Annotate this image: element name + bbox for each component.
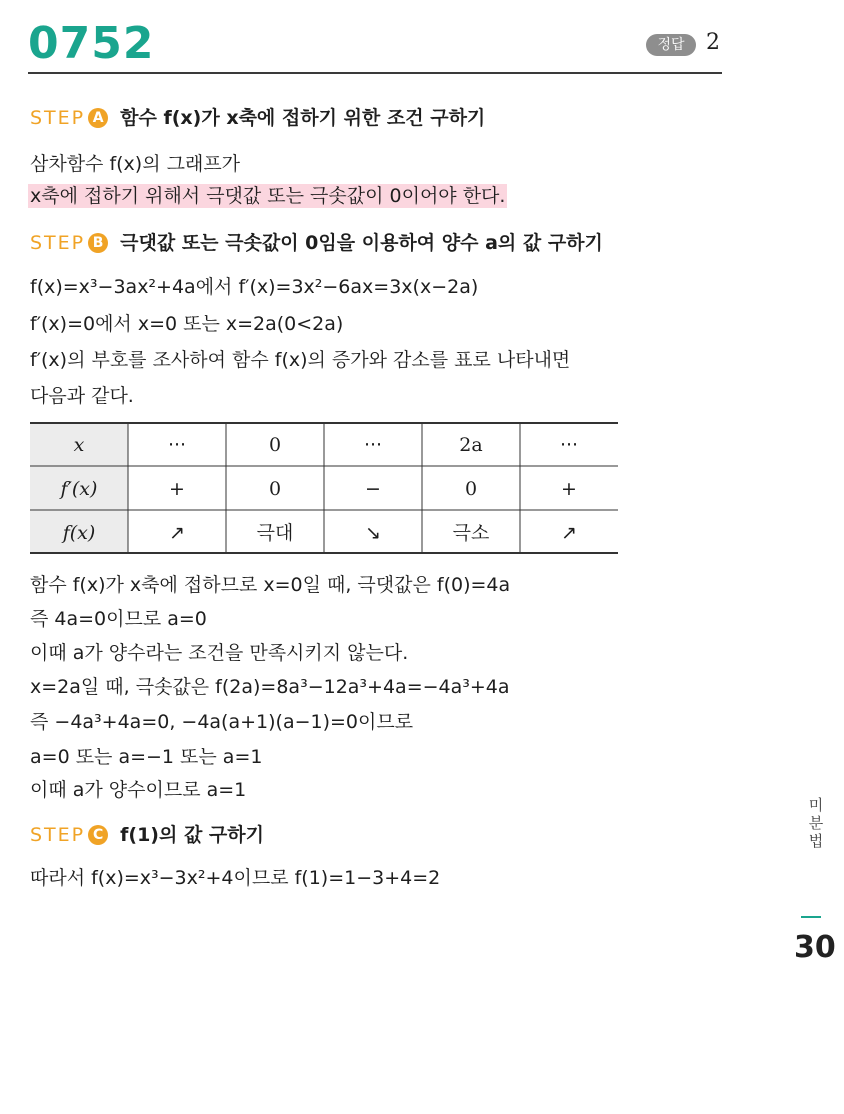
table-cell-r0-c5: ··· xyxy=(559,434,579,456)
step-a-badge: A xyxy=(88,108,108,128)
chapter-side-tab: 미분법 xyxy=(808,796,824,850)
page-number: 30 xyxy=(794,930,836,965)
step-a-title: 함수 f(x)가 x축에 접하기 위한 조건 구하기 xyxy=(120,107,486,129)
step-b-line-10: a=0 또는 a=−1 또는 a=1 xyxy=(30,746,263,768)
answer-badge: 정답 xyxy=(646,34,696,56)
step-b-line-11: 이때 a가 양수이므로 a=1 xyxy=(30,779,247,801)
step-c-line-1: 따라서 f(x)=x³−3x²+4이므로 f(1)=1−3+4=2 xyxy=(30,867,441,889)
step-label: STEP xyxy=(30,107,86,129)
step-b-title: 극댓값 또는 극솟값이 0임을 이용하여 양수 a의 값 구하기 xyxy=(120,232,603,254)
table-cell-r0-c2: 0 xyxy=(268,434,282,456)
step-c-heading xyxy=(30,820,264,847)
table-cell-r2-c2: 극대 xyxy=(256,522,294,544)
step-b-badge: B xyxy=(88,233,108,253)
table-cell-r1-c1: + xyxy=(169,478,185,500)
step-b-line-5: 함수 f(x)가 x축에 접하므로 x=0일 때, 극댓값은 f(0)=4a xyxy=(30,574,511,596)
problem-number: 0752 xyxy=(28,18,155,69)
highlighted-condition: x축에 접하기 위해서 극댓값 또는 극솟값이 0이어야 한다. xyxy=(30,185,506,207)
step-b-line-2: f′(x)=0에서 x=0 또는 x=2a(0<2a) xyxy=(30,313,344,335)
step-a-line-1: 삼차함수 f(x)의 그래프가 xyxy=(30,153,241,175)
table-cell-r1-c0: f′(x) xyxy=(60,478,98,500)
table-cell-r2-c1: ↗ xyxy=(169,522,185,544)
step-b-line-1: f(x)=x³−3ax²+4a에서 f′(x)=3x²−6ax=3x(x−2a) xyxy=(30,276,479,298)
step-a-line-2 xyxy=(28,181,507,208)
step-c-badge: C xyxy=(88,825,108,845)
table-cell-r2-c4: 극소 xyxy=(452,522,490,544)
table-cells xyxy=(59,434,579,544)
step-b-heading xyxy=(30,228,603,255)
step-label: STEP xyxy=(30,232,86,254)
side-divider xyxy=(801,916,821,918)
table-cell-r1-c5: + xyxy=(561,478,577,500)
table-cell-r2-c3: ↘ xyxy=(365,522,381,544)
step-c-title: f(1)의 값 구하기 xyxy=(120,824,264,846)
step-b-line-9: 즉 −4a³+4a=0, −4a(a+1)(a−1)=0이므로 xyxy=(30,711,414,733)
table-cell-r0-c0: x xyxy=(73,434,85,456)
step-b-line-3: f′(x)의 부호를 조사하여 함수 f(x)의 증가와 감소를 표로 나타내면 xyxy=(30,349,571,371)
header-divider xyxy=(28,72,722,74)
table-cell-r0-c1: ··· xyxy=(167,434,187,456)
table-cell-r2-c0: f(x) xyxy=(62,522,96,544)
answer-value: 2 xyxy=(706,30,720,55)
step-b-line-6: 즉 4a=0이므로 a=0 xyxy=(30,608,207,630)
step-b-line-8: x=2a일 때, 극솟값은 f(2a)=8a³−12a³+4a=−4a³+4a xyxy=(30,676,510,698)
table-cell-r1-c4: 0 xyxy=(464,478,478,500)
table-cell-r1-c3: − xyxy=(365,478,381,500)
step-a-heading xyxy=(30,103,485,130)
variation-table xyxy=(30,422,618,554)
table-cell-r1-c2: 0 xyxy=(268,478,282,500)
table-cell-r0-c3: ··· xyxy=(363,434,383,456)
step-b-line-4: 다음과 같다. xyxy=(30,385,134,407)
table-cell-r0-c4: 2a xyxy=(459,434,483,456)
table-cell-r2-c5: ↗ xyxy=(561,522,577,544)
step-b-line-7: 이때 a가 양수라는 조건을 만족시키지 않는다. xyxy=(30,642,409,664)
step-label: STEP xyxy=(30,824,86,846)
